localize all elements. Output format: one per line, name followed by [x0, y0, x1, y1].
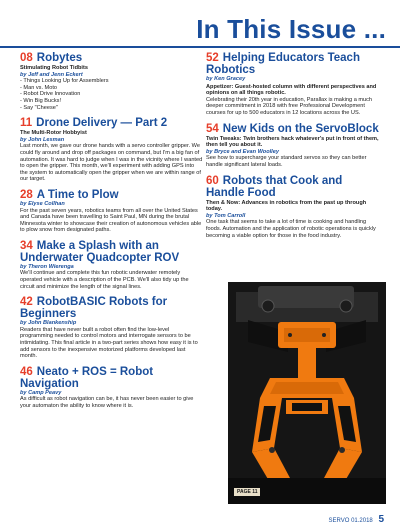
header-band	[0, 0, 400, 46]
article-34[interactable]	[20, 240, 203, 290]
left-column	[20, 52, 203, 416]
article-title[interactable]: 42 RobotBASIC Robots for Beginners	[20, 296, 168, 321]
article-subtitle: The Multi-Rotor Hobbyist	[20, 130, 87, 137]
article-54[interactable]	[206, 123, 382, 169]
article-page-number: 08	[20, 52, 33, 64]
page-title: In This Issue ...	[196, 14, 386, 44]
article-byline: by Jeff and Jenn Eckert	[20, 71, 83, 78]
article-title[interactable]: 52 Helping Educators Teach Robotics	[206, 52, 360, 76]
article-subtitle: Twin Tweaks: Twin brothers hack whatever's put in front of them, then tell you about it.	[206, 135, 379, 149]
article-page-number: 28	[20, 188, 33, 201]
article-byline: by Ken Gracey	[206, 76, 246, 82]
list-item: - Win Big Bucks!	[20, 98, 203, 105]
article-body: As difficult as robot navigation can be, it has never been easier to give your automaton the ability to know where it is.	[20, 396, 194, 409]
gripper-illustration	[228, 282, 386, 504]
article-body: One task that seems to take a lot of time is cooking and handling foods. Automation and the application of robotic operations is quickly becoming a viable option for those in the food industry.	[206, 219, 376, 239]
article-byline: by Camp Peavy	[20, 389, 62, 396]
article-46[interactable]	[20, 366, 203, 410]
article-bullet-list	[20, 78, 203, 111]
article-title[interactable]: 08 Robytes	[20, 52, 83, 64]
article-42[interactable]	[20, 296, 203, 360]
article-body: Readers that have never built a robot often find the low-level programming needed to control motors and interrogate sensors to be intimidating. This final article in a two-part series shows how easy it is to add sensors to the inexpensive motorized platforms developed last month.	[20, 326, 198, 360]
header-rule	[0, 46, 400, 48]
page-number: 5	[378, 514, 384, 525]
article-subtitle: Stimulating Robot Tidbits	[20, 65, 88, 71]
article-subtitle: Appetizer: Guest-hosted column with different perspectives and opinions on all things robotic.	[206, 83, 377, 97]
article-52[interactable]	[206, 52, 382, 117]
article-body: Celebrating their 20th year in education, Parallax is making a much deeper commitment in 2018 with free Professional Development courses for up to 500 educators in 12 locations across the US.	[206, 96, 373, 116]
right-column	[206, 52, 382, 245]
article-title[interactable]: 54 New Kids on the ServoBlock	[206, 122, 379, 135]
article-byline: by Elyse Collhan	[20, 200, 65, 207]
article-byline: by Bryce and Evan Woolley	[206, 148, 279, 155]
article-page-number: 34	[20, 239, 33, 252]
photo-page-tag: PAGE 11	[234, 488, 260, 496]
article-page-number: 60	[206, 174, 219, 187]
article-08[interactable]	[20, 52, 203, 111]
article-title[interactable]: 28 A Time to Plow	[20, 188, 119, 201]
article-page-number: 42	[20, 296, 33, 309]
article-body: Last month, we gave our drone hands with a servo controller gripper. We could fly around and drop off packages on command, but I'm a big fan of automation. It was hard to judge when I was in the vicinity where I wanted to open the gripper. This month, we'll experiment with adding GPS into the system to automatically open the gripper when we are within range of our target.	[20, 143, 203, 183]
article-byline: by John Lesman	[20, 136, 65, 143]
article-byline: by Theron Wierenga	[20, 263, 74, 270]
article-title[interactable]: 60 Robots that Cook and Handle Food	[206, 174, 343, 199]
article-byline: by Tom Carroll	[206, 212, 246, 219]
article-subtitle: Then & Now: Advances in robotics from the past up through today.	[206, 199, 367, 213]
article-title[interactable]: 11 Drone Delivery — Part 2	[20, 117, 168, 130]
article-byline: by John Blankenship	[20, 320, 77, 327]
article-body: For the past seven years, robotics teams from all over the United States and Canada have been travelling to Saint Paul, MN during the brutal Minnesota winter to showcase their creation of autonomous vehicles able to plow snow from designated paths.	[20, 207, 202, 234]
article-body: See how to supercharge your standard servos so they can better handle significant lateral loads.	[206, 155, 367, 168]
issue-label: SERVO 01.2018	[328, 518, 373, 524]
article-page-number: 52	[206, 52, 219, 64]
article-page-number: 46	[20, 365, 33, 378]
article-page-number: 54	[206, 122, 219, 135]
article-60[interactable]	[206, 175, 382, 240]
article-page-number: 11	[20, 117, 33, 130]
page-footer	[329, 514, 385, 525]
list-item: - Robot Drive Innovation	[20, 91, 203, 98]
article-11[interactable]	[20, 117, 203, 183]
list-item: - Say "Cheese"	[20, 105, 203, 112]
list-item: - Man vs. Moto	[20, 85, 203, 92]
list-item: - Things Looking Up for Assemblers	[20, 78, 203, 85]
gripper-photo	[228, 282, 386, 504]
article-28[interactable]	[20, 189, 203, 234]
article-body: We'll continue and complete this fun robotic underwater remotely operated vehicle with a description of the PCB. We'll also tidy up the circuit and minimize the length of the signal lines.	[20, 270, 189, 290]
article-title[interactable]: 34 Make a Splash with an Underwater Quadcopter ROV	[20, 239, 180, 264]
article-title[interactable]: 46 Neato + ROS = Robot Navigation	[20, 365, 154, 390]
